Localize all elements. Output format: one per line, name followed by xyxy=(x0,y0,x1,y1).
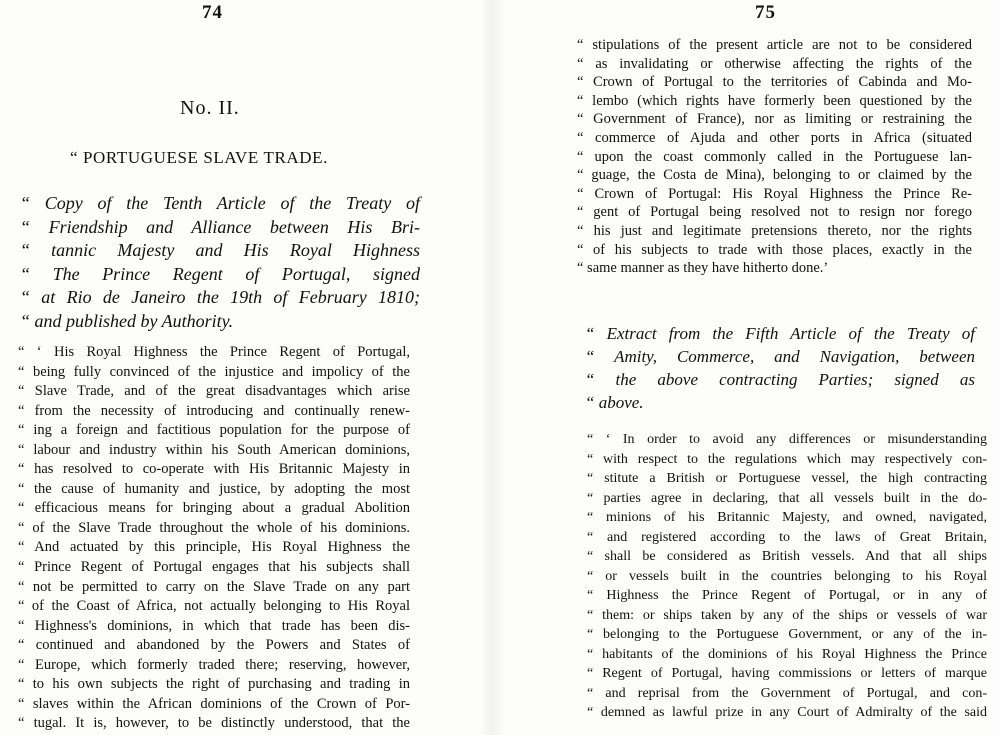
text-line: “ of the Slave Trade throughout the whole of his dominions. xyxy=(18,519,410,536)
article-text xyxy=(18,343,410,734)
text-line: “ shall be considered as British vessels. And that all ships xyxy=(587,549,987,564)
text-line: “ of the Coast of Africa, not actually belonging to His Royal xyxy=(18,598,410,615)
text-line: “ the cause of humanity and justice, by adopting the most xyxy=(18,480,410,497)
text-line: “ as invalidating or otherwise affecting the rights of the xyxy=(577,55,972,72)
text-line: “ Crown of Portugal to the territories of Cabinda and Mo- xyxy=(577,74,972,91)
text-line: “ them: or ships taken by any of the ships or vessels of war xyxy=(587,607,987,623)
text-line: “ has resolved to co-operate with His Britannic Majesty in xyxy=(18,461,410,478)
book-gutter xyxy=(480,0,505,735)
text-line: “ minions of his Britannic Majesty, and owned, navigated, xyxy=(587,510,987,525)
text-line: “ or vessels built in the countries belonging to his Royal xyxy=(587,568,987,584)
text-line: “ from the necessity of introducing and continually renew- xyxy=(18,402,410,419)
text-line: “ to his own subjects the right of purchasing and trading in xyxy=(18,676,410,693)
article-text-continued xyxy=(577,36,972,278)
text-line: “ ing a foreign and factitious population for the purpose of xyxy=(18,422,410,439)
text-line: “ Europe, which formerly traded there; reserving, however, xyxy=(18,656,410,673)
text-line: “ tugal. It is, however, to be distinctly understood, that the xyxy=(18,715,410,732)
text-line: “ lembo (which rights have formerly been questioned by the xyxy=(577,92,972,109)
title-line: “ above. xyxy=(585,393,644,412)
text-line: “ his just and legitimate pretensions thereto, nor the rights xyxy=(577,222,972,239)
text-line: “ and registered according to the laws of Great Britain, xyxy=(587,529,987,545)
text-line: “ stipulations of the present article are not to be considered xyxy=(577,37,972,53)
text-line: “ Slave Trade, and of the great disadvantages which arise xyxy=(18,383,410,400)
text-line: “ Regent of Portugal, having commissions or letters of marque xyxy=(587,666,987,681)
section-number: No. II. xyxy=(180,97,240,119)
text-line: “ Government of France), nor as limiting or restraining the xyxy=(577,111,972,128)
title-line: “ Copy of the Tenth Article of the Treaty of xyxy=(20,193,420,213)
text-line: “ ‘ His Royal Highness the Prince Regent of Portugal, xyxy=(18,344,410,360)
text-line: “ not be permitted to carry on the Slave Trade on any part xyxy=(18,578,410,595)
text-line: “ belonging to the Portuguese Government, or any of the in- xyxy=(587,627,987,642)
title-line: “ Amity, Commerce, and Navigation, between xyxy=(585,347,975,366)
page-number: 74 xyxy=(202,2,223,23)
text-line: “ And actuated by this principle, His Royal Highness the xyxy=(18,539,410,556)
text-line: “ Highness's dominions, in which that trade has been dis- xyxy=(18,617,410,634)
page-number: 75 xyxy=(755,2,776,23)
text-line: “ labour and industry within his South American dominions, xyxy=(18,441,410,458)
text-line: “ Prince Regent of Portugal engages that his subjects shall xyxy=(18,559,410,576)
left-page xyxy=(0,0,480,735)
right-page xyxy=(505,0,1000,735)
title-line: “ Extract from the Fifth Article of the Treaty of xyxy=(585,324,975,343)
title-line: “ the above contracting Parties; signed as xyxy=(585,370,975,389)
text-line: “ being fully convinced of the injustice and impolicy of the xyxy=(18,363,410,380)
text-line: “ of his subjects to trade with those places, exactly in the xyxy=(577,241,972,258)
text-line: “ demned as lawful prize in any Court of Admiralty of the said xyxy=(587,705,987,720)
title-line: “ tannic Majesty and His Royal Highness xyxy=(20,240,420,260)
text-line: “ with respect to the regulations which may respectively con- xyxy=(587,451,987,467)
text-line: “ gent of Portugal being resolved not to resign nor forego xyxy=(577,204,972,221)
text-line: “ parties agree in declaring, that all vessels built in the do- xyxy=(587,490,987,506)
text-line: “ same manner as they have hitherto done.’ xyxy=(577,260,829,277)
text-line: “ slaves within the African dominions of the Crown of Por- xyxy=(18,695,410,712)
text-line: “ habitants of the dominions of his Royal Highness the Prince xyxy=(587,646,987,662)
section-heading: “ PORTUGUESE SLAVE TRADE. xyxy=(70,148,328,167)
text-line: “ commerce of Ajuda and other ports in Africa (situated xyxy=(577,129,972,146)
text-line: “ efficacious means for bringing about a gradual Abolition xyxy=(18,500,410,517)
text-line: “ guage, the Costa de Mina), belonging to or claimed by the xyxy=(577,167,972,184)
document-title xyxy=(20,192,420,333)
text-line: “ and reprisal from the Government of Portugal, and con- xyxy=(587,685,987,701)
text-line: “ ‘ In order to avoid any differences or misunderstanding xyxy=(587,432,987,447)
title-line: “ Friendship and Alliance between His Bri- xyxy=(20,216,420,237)
title-line: “ and published by Authority. xyxy=(20,310,234,331)
text-line: “ continued and abandoned by the Powers and States of xyxy=(18,637,410,654)
title-line: “ The Prince Regent of Portugal, signed xyxy=(20,263,420,284)
text-line: “ Crown of Portugal: His Royal Highness the Prince Re- xyxy=(577,185,972,202)
text-line: “ upon the coast commonly called in the Portuguese lan- xyxy=(577,148,972,165)
text-line: “ Highness the Prince Regent of Portugal, or in any of xyxy=(587,588,987,603)
title-line: “ at Rio de Janeiro the 19th of February 1810; xyxy=(20,287,420,307)
text-line: “ stitute a British or Portuguese vessel, the high contracting xyxy=(587,471,987,486)
extract-title xyxy=(585,322,975,414)
extract-text xyxy=(587,430,987,723)
